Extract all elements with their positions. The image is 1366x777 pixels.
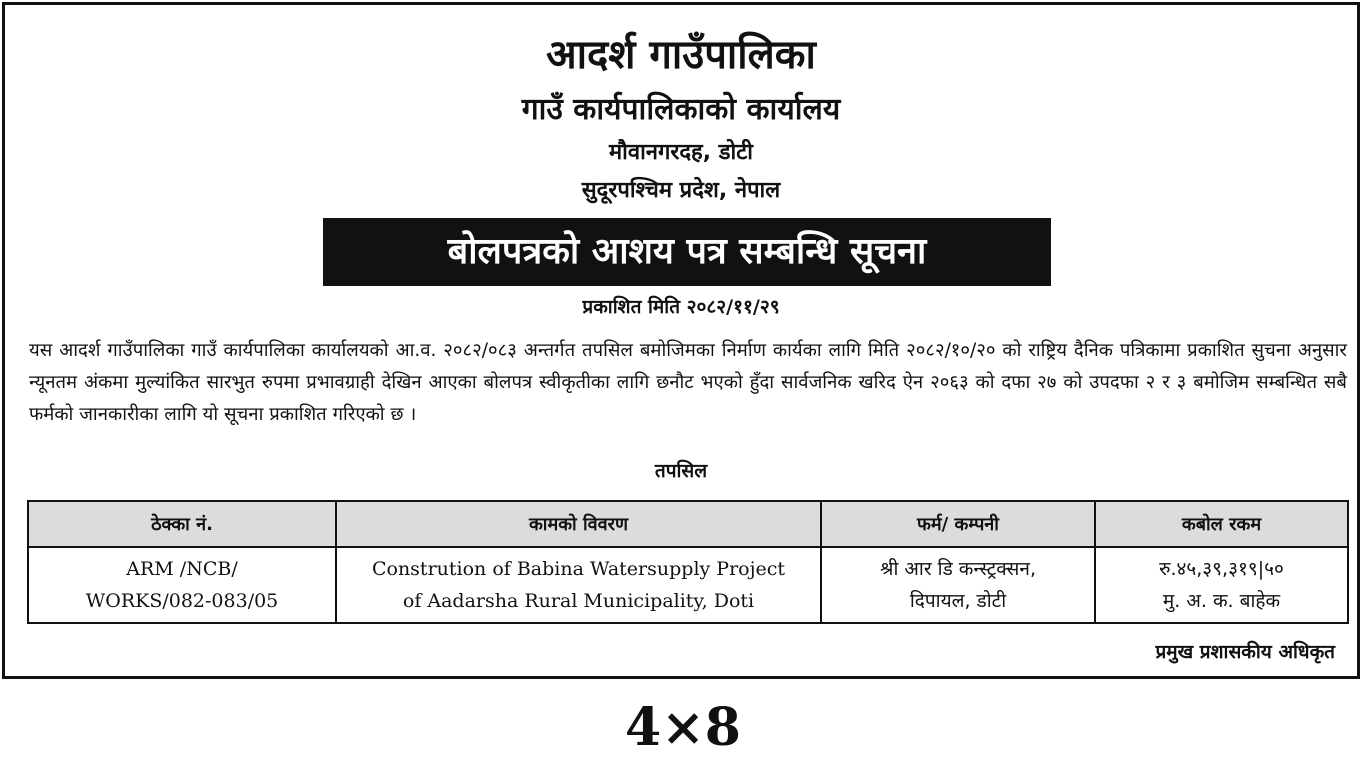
header-firm: फर्म/ कम्पनी xyxy=(821,501,1095,547)
org-name: आदर्श गाउँपालिका xyxy=(546,32,816,78)
notice-frame xyxy=(2,2,1360,679)
firm-line-2: दिपायल, डोटी xyxy=(909,590,1007,612)
description-line-1: Constrution of Babina Watersupply Project xyxy=(371,558,786,580)
cell-bid-amount xyxy=(1095,547,1348,623)
cell-contract-no xyxy=(28,547,336,623)
description-line-2: of Aadarsha Rural Municipality, Doti xyxy=(402,590,755,612)
ad-size-label: 4×8 xyxy=(625,697,741,758)
amount-line-1: रु.४५,३९,३१९|५० xyxy=(1159,558,1284,580)
province: सुदूरपश्चिम प्रदेश, नेपाल xyxy=(581,178,781,203)
office-name: गाउँ कार्यपालिकाको कार्यालय xyxy=(521,92,841,127)
header-bid-amount: कबोल रकम xyxy=(1095,501,1348,547)
header-work-description: कामको विवरण xyxy=(336,501,821,547)
amount-line-2: मु. अ. क. बाहेक xyxy=(1162,590,1281,612)
published-date: प्रकाशित मिति २०८२/११/२९ xyxy=(582,296,780,318)
cell-firm xyxy=(821,547,1095,623)
notice-body: यस आदर्श गाउँपालिका गाउँ कार्यपालिका कार्यालयको आ.व. २०८२/०८३ अन्तर्गत तपसिल बमोजिमका निर्माण कार्यका लागि मिति २०८२/१०/२० को राष्ट्रिय दैनिक पत्रिकामा प्रकाशित सुचना अनुसार न्यूनतम अंकमा मुल्यांकित सारभुत रुपमा प्रभावग्राही देखिन आएका बोलपत्र स्वीकृतीका लागि छनौट भएको हुँदा सार्वजनिक खरिद ऐन २०६३ को दफा २७ को उपदफा २ र ३ बमोजिम सम्बन्धित सबै फर्मको जानकारीका लागि यो सूचना प्रकाशित गरिएको छ । xyxy=(29,340,1347,425)
contract-no-line-1: ARM /NCB/ xyxy=(126,558,238,580)
table-header-row xyxy=(28,501,1348,547)
notice-title-banner: बोलपत्रको आशय पत्र सम्बन्धि सूचना xyxy=(323,218,1051,286)
signatory-title: प्रमुख प्रशासकीय अधिकृत xyxy=(1155,641,1335,663)
address: मौवानगरदह, डोटी xyxy=(608,140,753,165)
schedule-heading: तपसिल xyxy=(654,460,708,482)
contract-table xyxy=(27,500,1349,624)
cell-work-description xyxy=(336,547,821,623)
contract-no-line-2: WORKS/082-083/05 xyxy=(85,590,279,612)
firm-line-1: श्री आर डि कन्स्ट्रक्सन, xyxy=(880,558,1036,580)
header-contract-no: ठेक्का नं. xyxy=(28,501,336,547)
table-row xyxy=(28,547,1348,623)
